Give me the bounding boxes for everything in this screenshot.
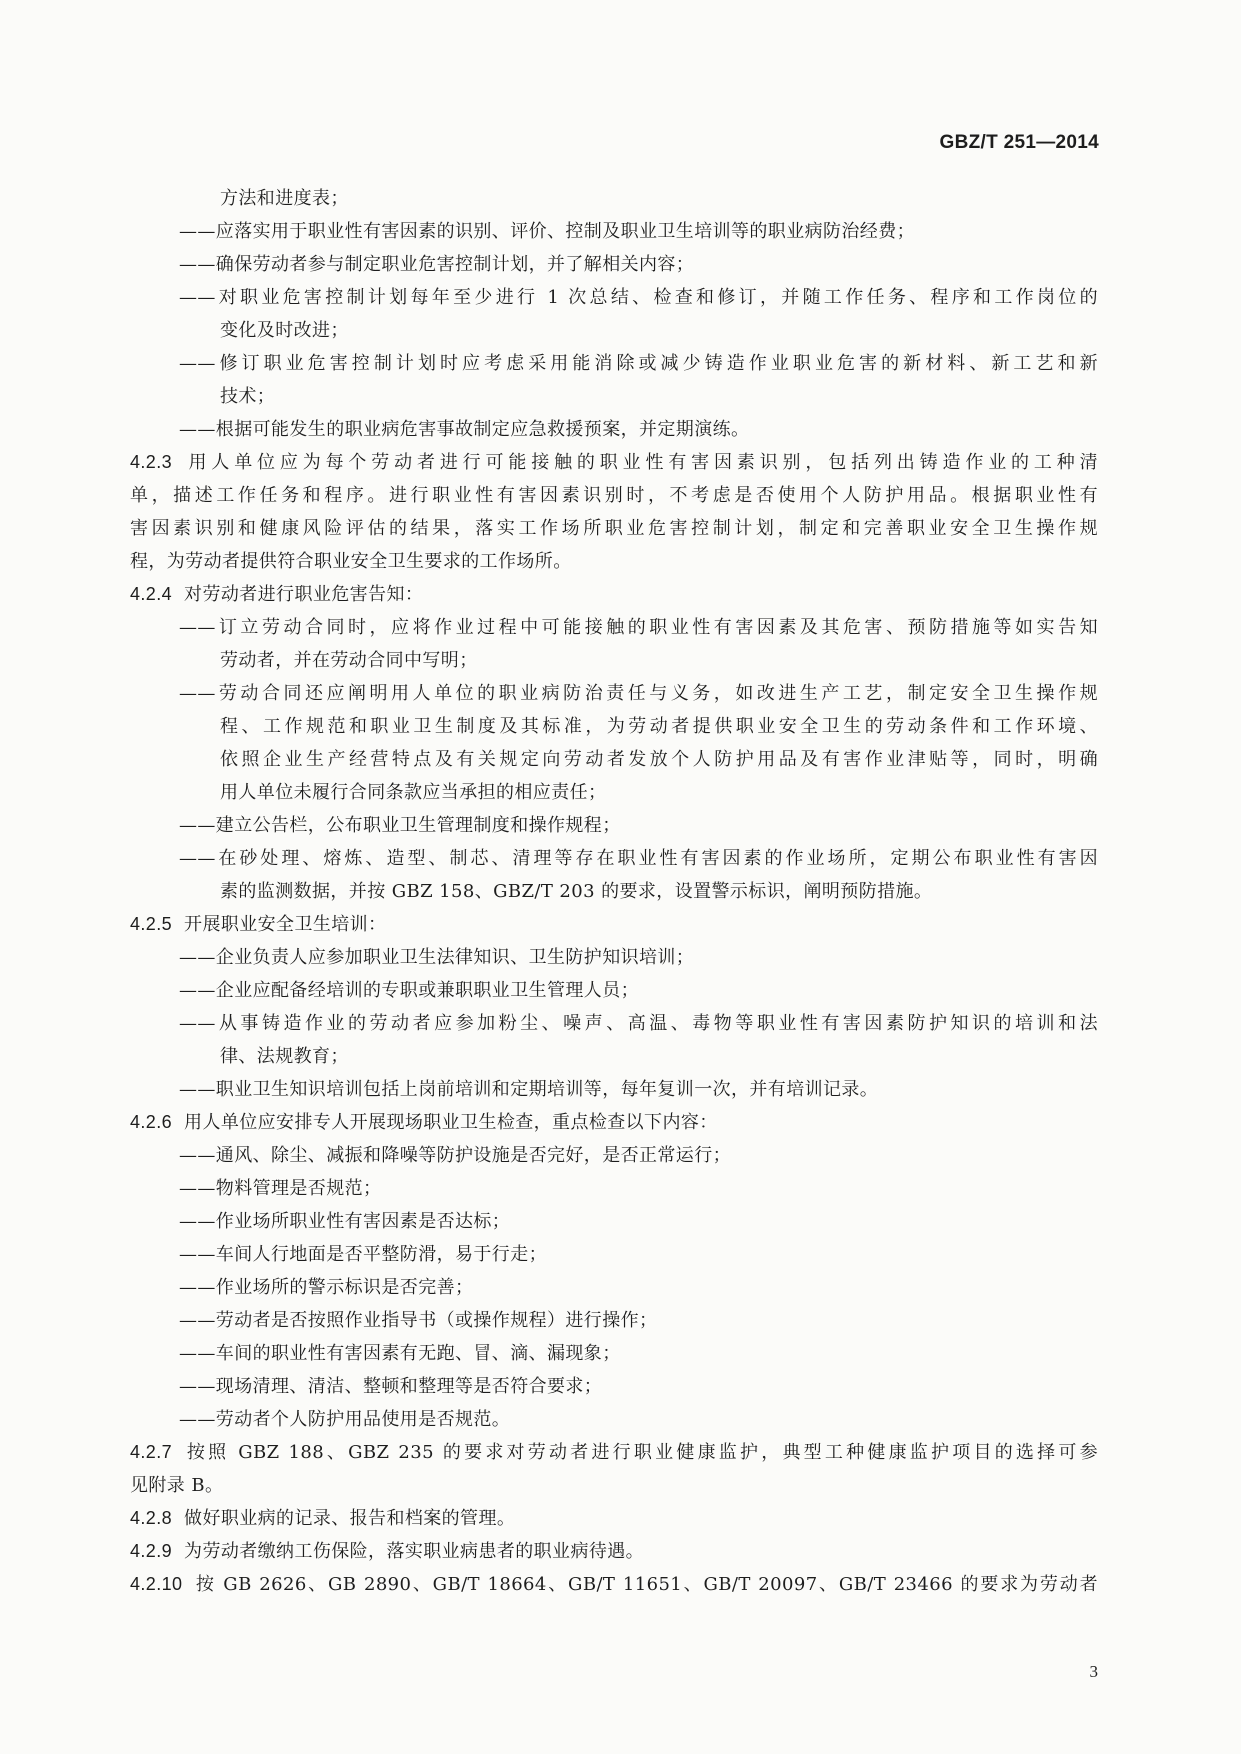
text-line	[130, 314, 1098, 347]
line-text: 程、工作规范和职业卫生制度及其标准，为劳动者提供职业安全卫生的劳动条件和工作环境、	[220, 716, 1098, 737]
line-text: ——劳动合同还应阐明用人单位的职业病防治责任与义务，如改进生产工艺，制定安全卫生操作规	[179, 683, 1098, 704]
list-item	[130, 413, 1098, 446]
line-text: ——订立劳动合同时，应将作业过程中可能接触的职业性有害因素及其危害、预防措施等如实告知	[179, 617, 1098, 638]
clause-line	[130, 1502, 1098, 1535]
line-text: ——通风、除尘、减振和降噪等防护设施是否完好，是否正常运行；	[179, 1145, 731, 1166]
line-text: ——对职业危害控制计划每年至少进行 1 次总结、检查和修订，并随工作任务、程序和工作岗位的	[179, 287, 1098, 308]
list-item	[130, 677, 1098, 710]
line-text: ——作业场所的警示标识是否完善；	[179, 1277, 474, 1298]
line-text: ——确保劳动者参与制定职业危害控制计划，并了解相关内容；	[179, 254, 695, 275]
list-item	[130, 1205, 1098, 1238]
line-text: 素的监测数据，并按 GBZ 158、GBZ/T 203 的要求，设置警示标识，阐明预防措施。	[220, 881, 933, 902]
line-text: ——车间的职业性有害因素有无跑、冒、滴、漏现象；	[179, 1343, 621, 1364]
line-text: ——建立公告栏，公布职业卫生管理制度和操作规程；	[179, 815, 621, 836]
text-line	[130, 380, 1098, 413]
text-line	[130, 743, 1098, 776]
clause-line	[130, 908, 1098, 941]
list-item	[130, 1073, 1098, 1106]
line-text: ——作业场所职业性有害因素是否达标；	[179, 1211, 511, 1232]
list-item	[130, 1304, 1098, 1337]
text-line	[130, 545, 1098, 578]
line-text: 见附录 B。	[130, 1475, 224, 1496]
line-text: 用人单位应为每个劳动者进行可能接触的职业性有害因素识别，包括列出铸造作业的工种清	[184, 452, 1098, 473]
clause-line	[130, 1535, 1098, 1568]
clause-number: 4.2.9	[130, 1541, 173, 1561]
line-text: 律、法规教育；	[220, 1046, 349, 1067]
line-text: ——企业负责人应参加职业卫生法律知识、卫生防护知识培训；	[179, 947, 695, 968]
list-item	[130, 842, 1098, 875]
list-item	[130, 974, 1098, 1007]
line-text: ——应落实用于职业性有害因素的识别、评价、控制及职业卫生培训等的职业病防治经费；	[179, 221, 915, 242]
clause-line	[130, 1436, 1098, 1469]
list-item	[130, 347, 1098, 380]
line-text: 依照企业生产经营特点及有关规定向劳动者发放个人防护用品及有害作业津贴等，同时，明确	[220, 749, 1098, 770]
line-text: 用人单位应安排专人开展现场职业卫生检查，重点检查以下内容：	[184, 1112, 718, 1133]
clause-number: 4.2.8	[130, 1508, 173, 1528]
list-item	[130, 248, 1098, 281]
list-item	[130, 1007, 1098, 1040]
clause-line	[130, 446, 1098, 479]
list-item	[130, 1139, 1098, 1172]
line-text: ——修订职业危害控制计划时应考虑采用能消除或减少铸造作业职业危害的新材料、新工艺和新	[179, 353, 1098, 374]
text-line	[130, 479, 1098, 512]
line-text: ——在砂处理、熔炼、造型、制芯、清理等存在职业性有害因素的作业场所，定期公布职业性有害因	[179, 848, 1098, 869]
text-line	[130, 512, 1098, 545]
clause-number: 4.2.4	[130, 584, 173, 604]
list-item	[130, 1271, 1098, 1304]
text-line	[130, 875, 1098, 908]
document-body	[130, 182, 1098, 1601]
line-text: ——劳动者是否按照作业指导书（或操作规程）进行操作；	[179, 1310, 658, 1331]
list-item	[130, 1403, 1098, 1436]
line-text: ——劳动者个人防护用品使用是否规范。	[179, 1409, 511, 1430]
line-text: 开展职业安全卫生培训：	[184, 914, 387, 935]
clause-line	[130, 1568, 1098, 1601]
clause-number: 4.2.7	[130, 1442, 173, 1462]
text-line	[130, 1040, 1098, 1073]
line-text: 对劳动者进行职业危害告知：	[184, 584, 424, 605]
line-text: 按照 GBZ 188、GBZ 235 的要求对劳动者进行职业健康监护，典型工种健康监护项目的选择可参	[184, 1442, 1098, 1463]
list-item	[130, 281, 1098, 314]
line-text: ——现场清理、清洁、整顿和整理等是否符合要求；	[179, 1376, 603, 1397]
text-line	[130, 182, 1098, 215]
line-text: ——从事铸造作业的劳动者应参加粉尘、噪声、高温、毒物等职业性有害因素防护知识的培训和法	[179, 1013, 1098, 1034]
line-text: 方法和进度表；	[220, 188, 349, 209]
list-item	[130, 1238, 1098, 1271]
text-line	[130, 776, 1098, 809]
list-item	[130, 1337, 1098, 1370]
line-text: 为劳动者缴纳工伤保险，落实职业病患者的职业病待遇。	[184, 1541, 645, 1562]
text-line	[130, 1469, 1098, 1502]
list-item	[130, 611, 1098, 644]
line-text: 程，为劳动者提供符合职业安全卫生要求的工作场所。	[130, 551, 572, 572]
page-number: 3	[1089, 1662, 1098, 1681]
clause-line	[130, 1106, 1098, 1139]
clause-number: 4.2.5	[130, 914, 173, 934]
standard-number: GBZ/T 251—2014	[939, 132, 1099, 153]
list-item	[130, 1172, 1098, 1205]
list-item	[130, 1370, 1098, 1403]
text-line	[130, 710, 1098, 743]
line-text: ——车间人行地面是否平整防滑，易于行走；	[179, 1244, 547, 1265]
line-text: 用人单位未履行合同条款应当承担的相应责任；	[220, 782, 607, 803]
line-text: ——根据可能发生的职业病危害事故制定应急救援预案，并定期演练。	[179, 419, 750, 440]
line-text: ——物料管理是否规范；	[179, 1178, 382, 1199]
line-text: 做好职业病的记录、报告和档案的管理。	[184, 1508, 516, 1529]
line-text: 害因素识别和健康风险评估的结果，落实工作场所职业危害控制计划，制定和完善职业安全卫生操作规	[130, 518, 1098, 539]
list-item	[130, 215, 1098, 248]
line-text: ——企业应配备经培训的专职或兼职职业卫生管理人员；	[179, 980, 639, 1001]
list-item	[130, 941, 1098, 974]
line-text: 变化及时改进；	[220, 320, 349, 341]
clause-number: 4.2.3	[130, 452, 173, 472]
line-text: 劳动者，并在劳动合同中写明；	[220, 650, 478, 671]
clause-number: 4.2.6	[130, 1112, 173, 1132]
list-item	[130, 809, 1098, 842]
clause-number: 4.2.10	[130, 1574, 183, 1594]
line-text: 单，描述工作任务和程序。进行职业性有害因素识别时，不考虑是否使用个人防护用品。根据职业性有	[130, 485, 1098, 506]
clause-line	[130, 578, 1098, 611]
line-text: ——职业卫生知识培训包括上岗前培训和定期培训等，每年复训一次，并有培训记录。	[179, 1079, 879, 1100]
text-line	[130, 644, 1098, 677]
line-text: 技术；	[220, 386, 276, 407]
line-text: 按 GB 2626、GB 2890、GB/T 18664、GB/T 11651、GB/T 20097、GB/T 23466 的要求为劳动者	[194, 1574, 1098, 1595]
